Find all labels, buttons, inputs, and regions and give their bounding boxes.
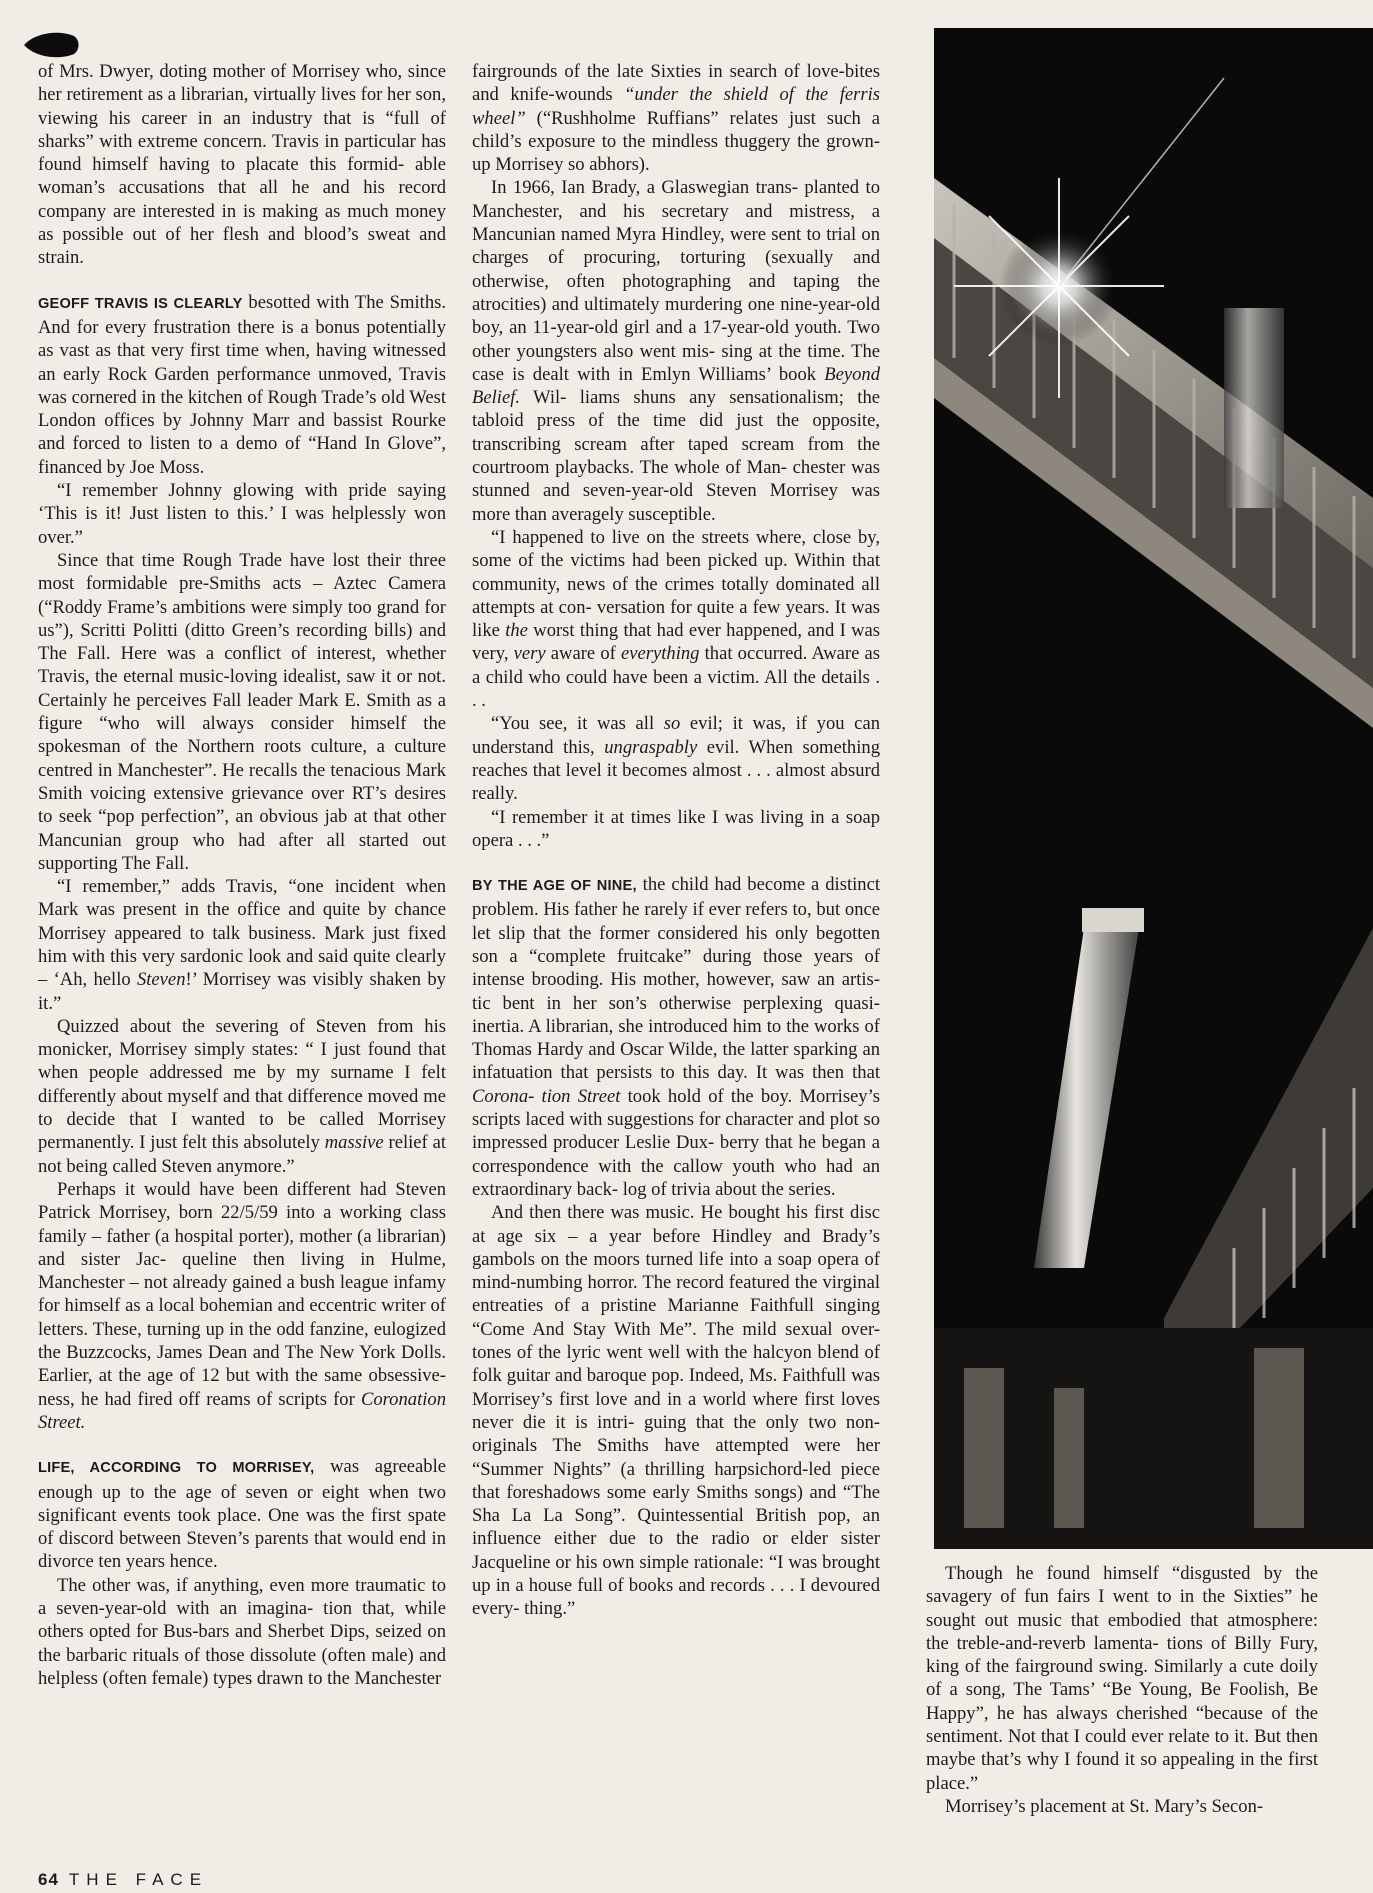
italic-text: Beyond Belief. <box>472 363 880 409</box>
paragraph-text: “I remember,” adds Travis, “one incident when Mark was present in the office and quite by chance Morrisey appeared to talk business. Mark just fixed him with this very sardonic look and said quite clearly – ‘Ah, hello <box>38 876 446 991</box>
paragraph-text: “I remember it at times like I was living in a soap opera . . .” <box>472 806 880 851</box>
paragraph <box>472 712 880 805</box>
paragraph-text: aware of <box>545 643 621 665</box>
paragraph <box>472 1201 880 1620</box>
italic-text: Steven <box>136 969 186 991</box>
paragraph <box>472 873 880 1201</box>
paragraph-text: evil. When something reaches that level it becomes almost . . . almost absurd really. <box>472 736 880 805</box>
paragraph-text: Morrisey’s placement at St. Mary’s Secon- <box>945 1795 1264 1817</box>
paragraph <box>38 1574 446 1690</box>
paragraph-text: “I remember Johnny glowing with pride saying ‘This is it! Just listen to this.’ I was helplessly won over.” <box>38 480 446 548</box>
paragraph <box>38 60 446 270</box>
paragraph <box>38 1455 446 1573</box>
paragraph-text: In 1966, Ian Brady, a Glaswegian trans- planted to Manchester, and his secretary and mistress, a Mancunian named Myra Hindley, were sent to trial on charges of procuring, torturing (sexually and otherwise, often photographing and taping the atrocities) and ultimately murdering one nine-year-old boy, an 11-year-old girl and a 17-year-old youth. Two other youngsters also went mis- sing at the time. The case is dealt with in Emlyn Williams’ book <box>472 177 880 385</box>
paragraph <box>926 1562 1318 1795</box>
paragraph-text: the child had become a distinct problem. His father he rarely if ever refers to, but once let slip that the former considered his only begotten son a “complete fruitcake” during those years of intense brooding. His mother, however, saw an artis- tic bent in her son’s otherwise perplexing quasi-inertia. A librarian, she introduced him to the works of Thomas Hardy and Oscar Wilde, the latter sparking an infatuation that persists to this day. It was then that <box>472 874 880 1084</box>
paragraph-text: fairgrounds of the late Sixties in search of love-bites and knife-wounds <box>472 61 880 106</box>
paragraph-text: took hold of the boy. Morrisey’s scripts laced with suggestions for character and plot so impressed producer Leslie Dux- berry that he began a correspondence with the callow youth who had an extraordinary back- log of trivia about the series. <box>472 1085 881 1200</box>
section-lead-in: BY THE AGE OF NINE, <box>472 878 637 895</box>
paragraph <box>38 479 446 549</box>
paragraph-text: was agreeable enough up to the age of seven or eight when two significant events took place. One was the first spate of discord between Steven’s parents that would end in divorce ten years hence. <box>38 1456 446 1573</box>
paragraph <box>472 806 880 853</box>
paragraph-text: besotted with The Smiths. And for every frustration there is a bonus potentially as vast as that very first time when, having witnessed an early Rock Garden performance unmoved, Travis was cornered in the kitchen of Rough Trade’s old West London offices by Johnny Marr and bassist Rourke and forced to listen to a demo of “Hand In Glove”, financed by Joe Moss. <box>38 291 446 478</box>
paragraph-text: Wil- liams shuns any sensationalism; the tabloid press of the time did just the opposite, transcribing scream after taped scream from the courtroom playbacks. The whole of Man- chester was stunned and seven-year-old Steven Morrisey was more than averagely susceptible. <box>472 387 880 525</box>
paragraph <box>38 1178 446 1434</box>
italic-text: “under the shield of the ferris wheel” <box>472 84 880 129</box>
staircase-photo <box>934 28 1373 1549</box>
italic-text: so <box>663 713 681 735</box>
paragraph <box>38 549 446 875</box>
paragraph-text: relief at not being called Steven anymore.” <box>38 1132 447 1177</box>
paragraph-text: !’ Morrisey was visibly shaken by it.” <box>38 969 446 1014</box>
paragraph-text: worst thing that had ever happened, and I was very, <box>472 620 881 665</box>
paragraph <box>472 526 880 712</box>
paragraph <box>472 176 880 525</box>
paragraph-text: Perhaps it would have been different had Steven Patrick Morrisey, born 22/5/59 into a working class family – father (a hospital porter), mother (a librarian) and sister Jac- queline then living in Hulme, Manchester – not already gained a bush league infamy for himself as a local bohemian and eccentric writer of letters. These, turning up in the odd fanzine, eulogized the Buzzcocks, James Dean and The New York Dolls. Earlier, at the age of 12 but with the same obsessive- ness, he had fired off reams of scripts for <box>38 1178 446 1410</box>
paragraph-text: And then there was music. He bought his first disc at age six – a year before Hindley and Brady’s gambols on the moors turned life into a soap opera of mind-numbing horror. The record featured the virginal entreaties of a pristine Marianne Faithfull singing “Come And Stay With Me”. The mild sexual over- tones of the lyric went well with the halcyon blend of folk guitar and baroque pop. Indeed, Ms. Faithfull was Morrisey’s first love and in a world where first loves never die it is intri- guing that the only two non-originals The Smiths have attempted were her “Summer Nights” (a thrilling harpsichord-led piece that foreshadows some early Smiths songs) and “The Sha La La Song”. Quintessential British pop, an influence either due to the radio or elder sister Jacqueline or his own simple rationale: “I was brought up in a house full of books and records . . . I devoured every- thing.” <box>472 1202 880 1620</box>
italic-text: everything <box>621 643 700 665</box>
paragraph-text: “I happened to live on the streets where, close by, some of the victims had been picked up. Within that community, news of the crimes totally dominated all attempts at con- versation for quite a few years. It was like <box>472 526 880 642</box>
paragraph <box>38 875 446 1015</box>
paragraph-text: (“Rushholme Ruffians” relates just such a child’s exposure to the mindless thuggery the grown-up Morrisey so abhors). <box>472 107 880 176</box>
section-lead-in: LIFE, ACCORDING TO MORRISEY, <box>38 1460 315 1477</box>
article-column-1 <box>38 60 446 1690</box>
italic-text: very <box>513 643 546 665</box>
italic-text: massive <box>324 1132 384 1154</box>
italic-text: ungraspably <box>604 736 698 758</box>
italic-text: Coronation Street. <box>38 1388 446 1433</box>
paragraph-text: that occurred. Aware as a child who could have been a victim. All the details . . . <box>472 643 880 712</box>
paragraph <box>472 60 880 176</box>
page-footer <box>38 1870 208 1890</box>
magazine-name: THE FACE <box>68 1870 209 1889</box>
paragraph-text: Quizzed about the severing of Steven from his monicker, Morrisey simply states: “ I just found that when people addressed me by my surname I felt differently about myself and that difference moved me to decide that I wanted to be called Morrisey permanently. I just felt this absolutely <box>38 1015 446 1154</box>
paragraph-text: Since that time Rough Trade have lost their three most formidable pre-Smiths acts – Aztec Camera (“Roddy Frame’s ambitions were simply too grand for us”), Scritti Politti (ditto Green’s recording bills) and The Fall. Here was a conflict of interest, whether Travis, the eternal music-loving idealist, saw it or not. Certainly he perceives Fall leader Mark E. Smith as a figure “who will always consider himself the spokesman of the Northern roots culture, a culture centred in Manchester”. He recalls the tenacious Mark Smith voicing extensive grievance over RT’s desires to seek “pop perfection”, an obvious jab at that other Mancunian group who had after all started out supporting The Fall. <box>38 549 446 874</box>
paragraph-text: of Mrs. Dwyer, doting mother of Morrisey who, since her retirement as a librarian, virtually lives for her son, viewing his career in an industry that is “full of sharks” with extreme concern. Travis in particular has found himself having to placate this formid- able woman’s accusations that all he and his record company are interested in is making as much money as possible out of her flesh and blood’s sweat and strain. <box>38 61 446 269</box>
paragraph <box>926 1795 1318 1818</box>
paragraph-text: evil; it was, if you can understand this, <box>472 713 880 758</box>
page-number: 64 <box>38 1870 59 1889</box>
paragraph <box>38 1015 446 1178</box>
paragraph <box>38 291 446 479</box>
paragraph-text: “You see, it was all <box>491 713 664 735</box>
italic-text: Corona- tion Street <box>472 1085 621 1107</box>
article-column-2 <box>472 60 880 1621</box>
italic-text: the <box>505 620 528 642</box>
paragraph-text: Though he found himself “disgusted by the savagery of fun fairs I went to in the Sixties” he sought out music that embodied that atmosphere: the treble-and-reverb lamenta- tions of Billy Fury, king of the fairground swing. Similarly a cute doily of a song, The Tams’ “Be Young, Be Foolish, Be Happy”, he has always cherished “because of the sentiment. Not that I could ever relate to it. But then maybe that’s why I found it so appealing in the first place.” <box>926 1563 1318 1794</box>
section-marker-icon <box>22 28 80 62</box>
paragraph-text: The other was, if anything, even more traumatic to a seven-year-old with an imagina- tion that, while others opted for Bus-bars and Sherbet Dips, seized on the barbaric rituals of those dissolute (often male) and helpless (often female) types drawn to the Manchester <box>38 1574 446 1689</box>
article-column-3 <box>926 1562 1318 1818</box>
section-lead-in: GEOFF TRAVIS IS CLEARLY <box>38 295 243 312</box>
